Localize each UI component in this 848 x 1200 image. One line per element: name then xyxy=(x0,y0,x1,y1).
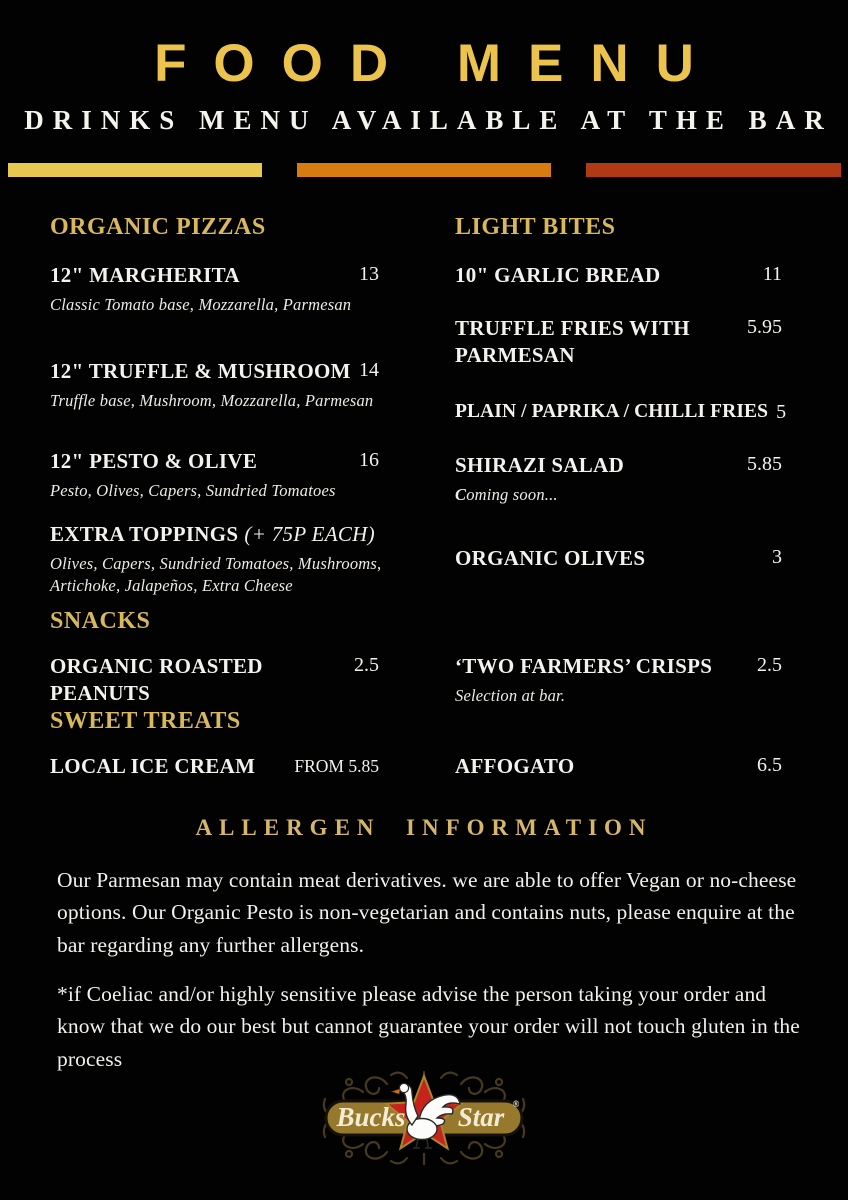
item-description: Pesto, Olives, Capers, Sundried Tomatoes xyxy=(50,480,336,500)
item-price: 14 xyxy=(359,359,379,381)
item-name-note: (+ 75P EACH) xyxy=(244,522,375,546)
item-name: TRUFFLE FRIES WITH PARMESAN xyxy=(455,316,690,367)
item-name: 12" MARGHERITA xyxy=(50,263,240,287)
item-price: FROM 5.85 xyxy=(294,756,379,776)
logo-text-star: Star xyxy=(457,1102,505,1132)
item-price: 5 xyxy=(776,401,787,423)
item-name: 12" PESTO & OLIVE xyxy=(50,449,258,473)
section-heading-light-bites: LIGHT BITES xyxy=(455,214,616,240)
item-name: ORGANIC OLIVES xyxy=(455,546,646,570)
item-price: 16 xyxy=(359,449,379,471)
item-description: Classic Tomato base, Mozzarella, Parmesan xyxy=(50,294,352,314)
bucks-star-logo xyxy=(319,1062,529,1174)
item-name: LOCAL ICE CREAM xyxy=(50,754,256,778)
item-price: 2.5 xyxy=(354,654,379,676)
item-name: SHIRAZI SALAD xyxy=(455,453,625,477)
page-title: FOOD MENU xyxy=(154,34,721,93)
registered-mark: ® xyxy=(512,1099,520,1109)
item-name: EXTRA TOPPINGS (+ 75P EACH) xyxy=(50,522,375,546)
allergen-paragraph-2: *if Coeliac and/or highly sensitive please advise the person taking your order and know that we do our best but cannot guarantee your order will not touch gluten in the process xyxy=(57,982,800,1071)
item-price: 2.5 xyxy=(757,654,782,676)
menu-item-truffle-fries xyxy=(455,315,798,369)
menu-item-fries xyxy=(455,400,798,425)
menu-item-affogato xyxy=(455,753,798,780)
item-price: 11 xyxy=(762,263,782,285)
bucks-star-logo-graphic xyxy=(319,1062,529,1174)
item-name: 10" GARLIC BREAD xyxy=(455,263,661,287)
item-name: ORGANIC ROASTED PEANUTS xyxy=(50,654,263,705)
item-description: Coming soon... xyxy=(455,484,558,504)
item-price: 5.95 xyxy=(747,316,782,338)
item-price: 6.5 xyxy=(757,754,782,776)
item-description: Selection at bar. xyxy=(455,685,566,705)
section-heading-organic-pizzas: ORGANIC PIZZAS xyxy=(50,214,266,240)
menu-item-extra-toppings xyxy=(50,521,395,597)
item-price: 13 xyxy=(359,263,379,285)
menu-item-margherita xyxy=(50,262,395,316)
item-name: PLAIN / PAPRIKA / CHILLI FRIES xyxy=(455,401,769,422)
item-price: 5.85 xyxy=(747,453,782,475)
item-name: 12" TRUFFLE & MUSHROOM xyxy=(50,359,351,383)
menu-item-organic-olives xyxy=(455,545,798,572)
section-heading-sweet-treats: SWEET TREATS xyxy=(50,708,241,734)
divider-bar-yellow xyxy=(8,163,262,177)
page-subtitle: DRINKS MENU AVAILABLE AT THE BAR xyxy=(24,105,833,135)
divider-bar-red xyxy=(586,163,841,177)
allergen-heading: ALLERGEN INFORMATION xyxy=(195,815,653,840)
menu-item-two-farmers-crisps xyxy=(455,653,798,707)
menu-item-truffle-mushroom xyxy=(50,358,395,412)
menu-item-shirazi-salad xyxy=(455,452,798,506)
item-name: ‘TWO FARMERS’ CRISPS xyxy=(455,654,713,678)
allergen-paragraph-1: Our Parmesan may contain meat derivatives. we are able to offer Vegan or no-cheese options. Our Organic Pesto is non-vegetarian and contains nuts, please enquire at the bar regarding any further allergens. xyxy=(57,868,797,957)
item-name: AFFOGATO xyxy=(455,754,575,778)
item-price: 3 xyxy=(772,546,782,568)
item-description: Truffle base, Mushroom, Mozzarella, Parmesan xyxy=(50,390,374,410)
menu-item-roasted-peanuts xyxy=(50,653,395,707)
menu-item-pesto-olive xyxy=(50,448,395,502)
divider-bar-orange xyxy=(297,163,551,177)
menu-item-garlic-bread xyxy=(455,262,798,289)
item-description: Olives, Capers, Sundried Tomatoes, Mushrooms, Artichoke, Jalapeños, Extra Cheese xyxy=(50,553,382,596)
logo-text-bucks: Bucks xyxy=(336,1102,406,1132)
section-heading-snacks: SNACKS xyxy=(50,608,151,634)
menu-item-local-ice-cream xyxy=(50,753,395,780)
